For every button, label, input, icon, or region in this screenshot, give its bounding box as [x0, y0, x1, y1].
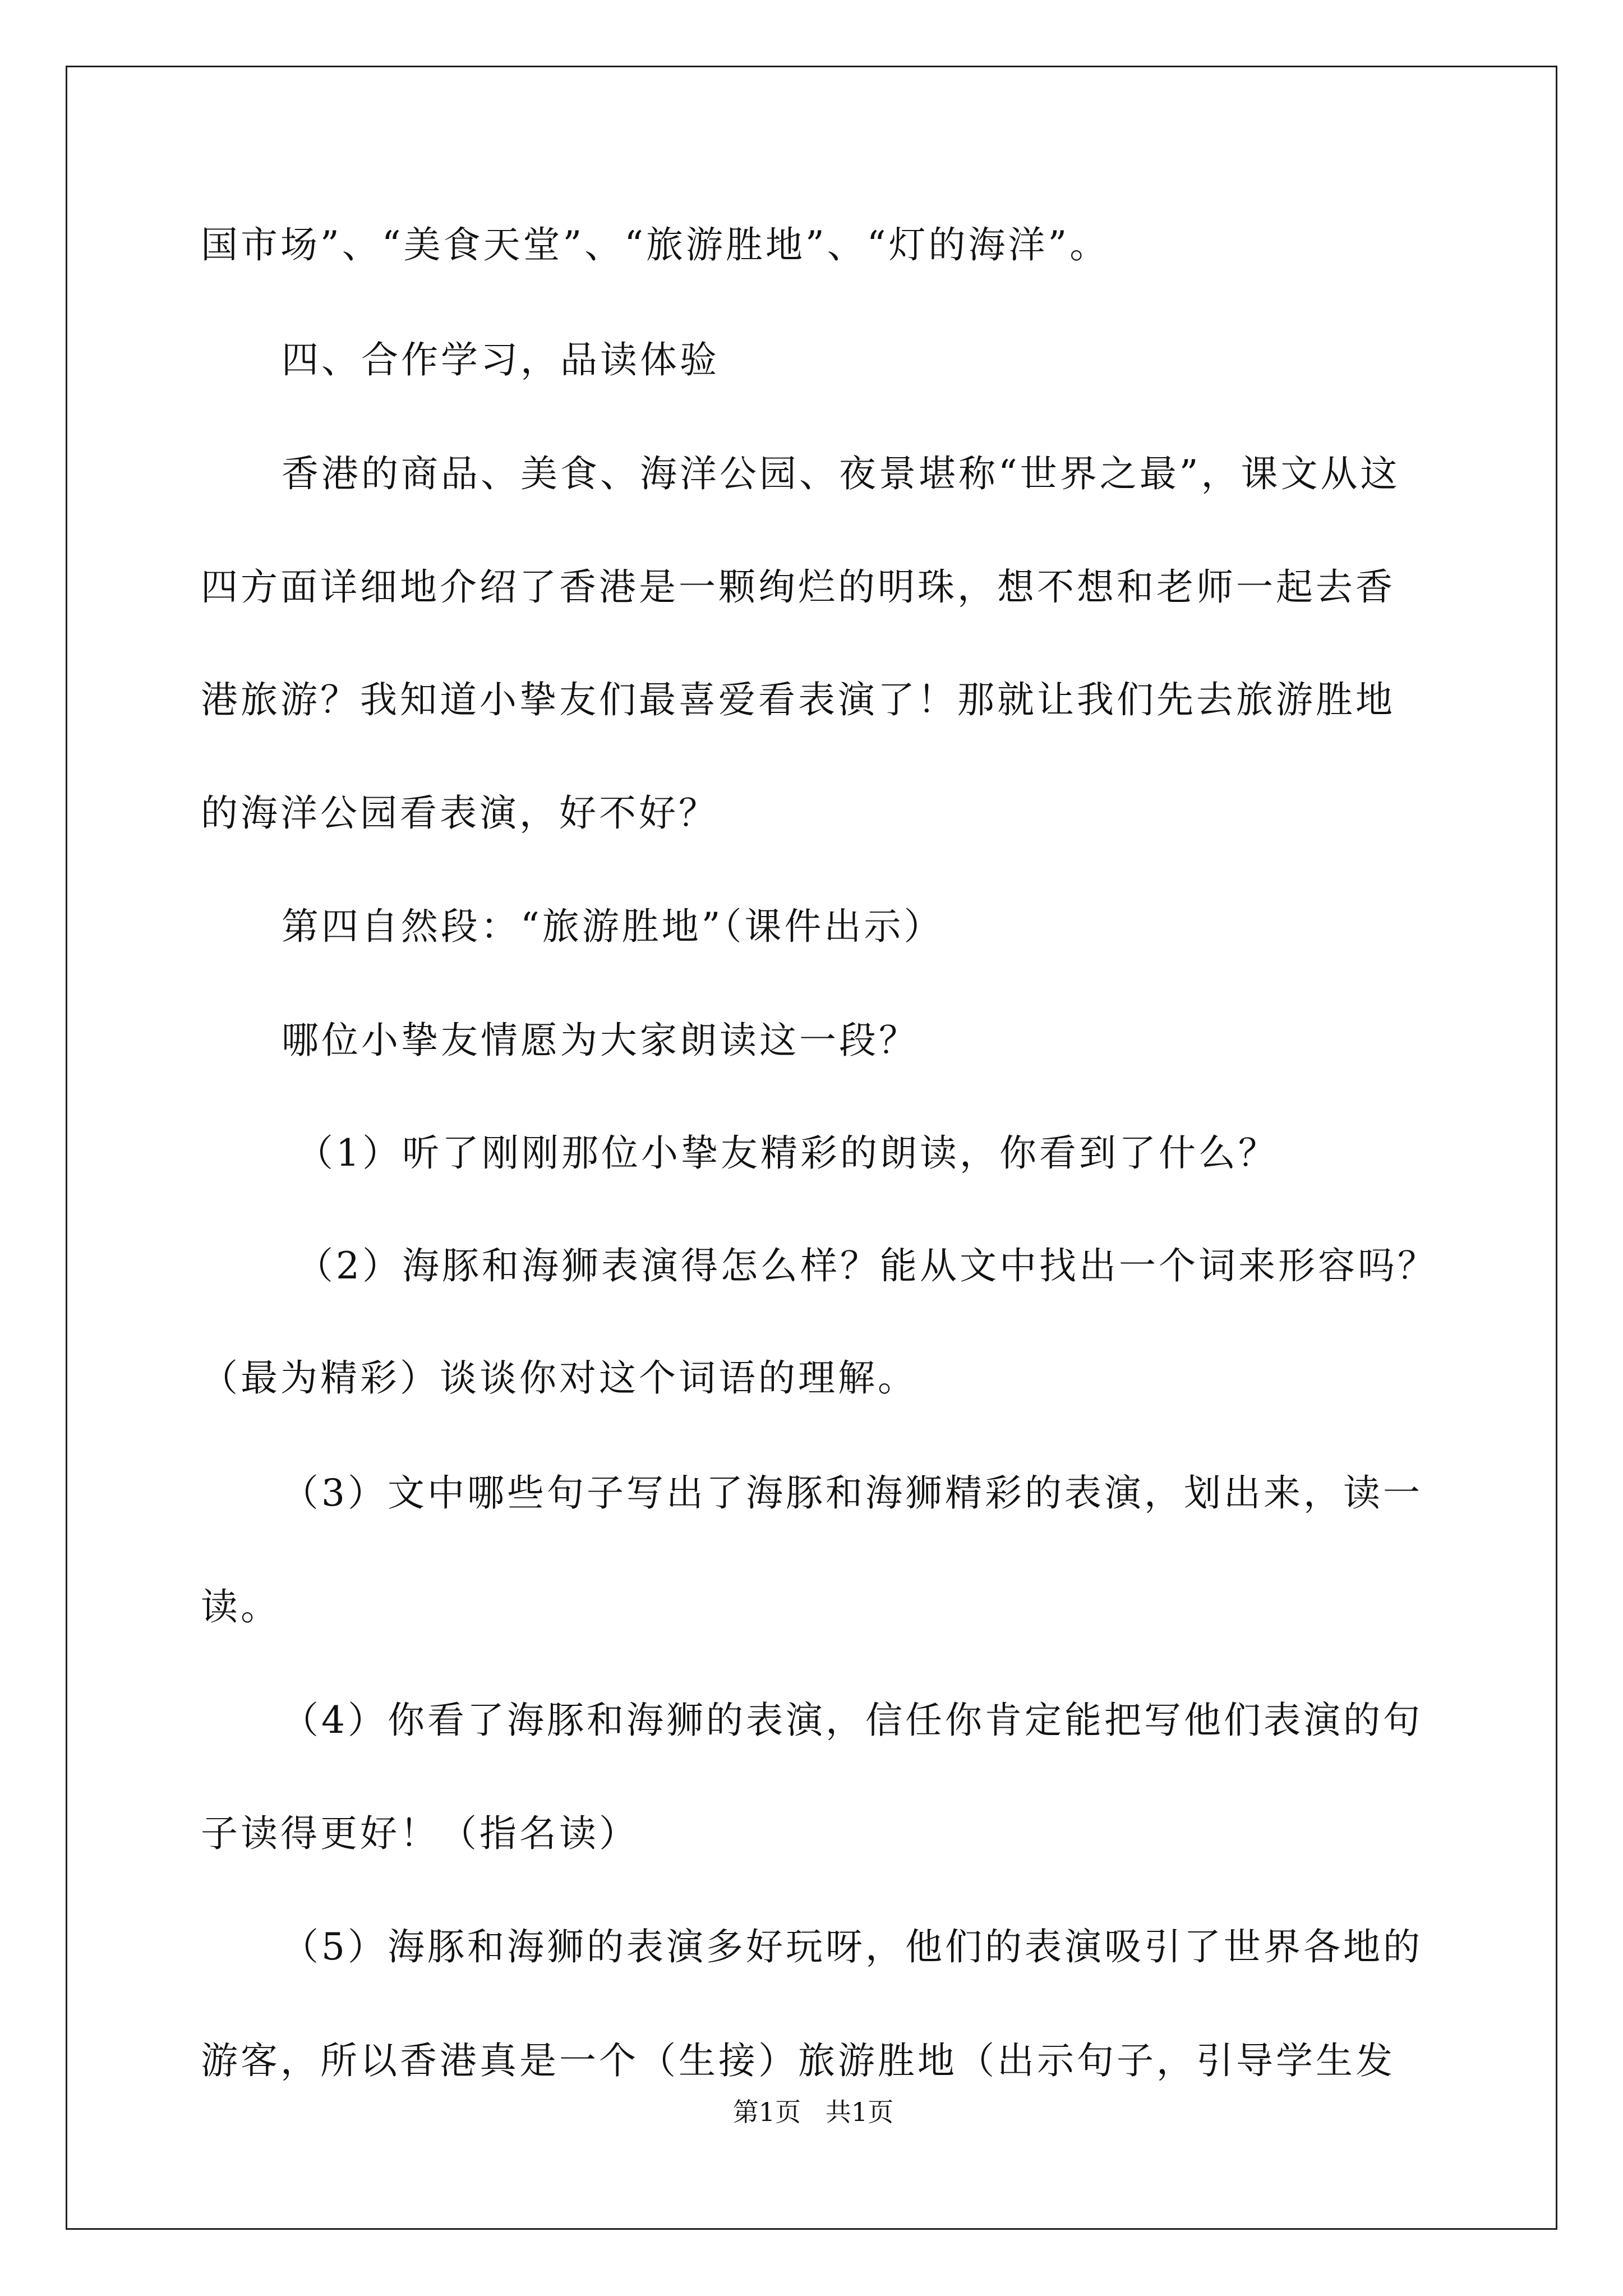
text-line: 读。 — [201, 1585, 280, 1628]
text-line: 的海洋公园看表演，好不好？ — [201, 792, 718, 835]
page-footer: 第1页 共1页 — [732, 2097, 894, 2127]
text-line: 子读得更好！（指名读） — [201, 1812, 639, 1855]
text-line: 第四自然段：“旅游胜地”（课件出示） — [282, 905, 944, 948]
text-line: （4）你看了海豚和海狮的表演，信任你肯定能把写他们表演的句 — [282, 1699, 1423, 1742]
text-line: 香港的商品、美食、海洋公园、夜景堪称“世界之最”，课文从这 — [282, 452, 1400, 495]
text-line: 四方面详细地介绍了香港是一颗绚烂的明珠，想不想和老师一起去香 — [201, 565, 1395, 609]
text-line: 游客，所以香港真是一个（生接）旅游胜地（出示句子，引导学生发 — [201, 2039, 1395, 2082]
page-frame — [66, 66, 1557, 2230]
text-line: （3）文中哪些句子写出了海豚和海狮精彩的表演，划出来，读一 — [282, 1471, 1423, 1515]
text-line: （最为精彩）谈谈你对这个词语的理解。 — [201, 1356, 917, 1400]
text-line: （5）海豚和海狮的表演多好玩呀，他们的表演吸引了世界各地的 — [282, 1925, 1423, 1968]
text-line: （1）听了刚刚那位小挚友精彩的朗读，你看到了什么？ — [296, 1131, 1278, 1175]
text-line: 国市场”、“美食天堂”、“旅游胜地”、“灯的海洋”。 — [201, 223, 1110, 266]
text-line: 哪位小挚友情愿为大家朗读这一段？ — [282, 1019, 919, 1062]
text-line: （2）海豚和海狮表演得怎么样？能从文中找出一个词来形容吗？ — [296, 1244, 1437, 1287]
text-line: 港旅游？我知道小挚友们最喜爱看表演了！那就让我们先去旅游胜地 — [201, 678, 1395, 721]
section-heading: 四、合作学习，品读体验 — [282, 338, 720, 381]
